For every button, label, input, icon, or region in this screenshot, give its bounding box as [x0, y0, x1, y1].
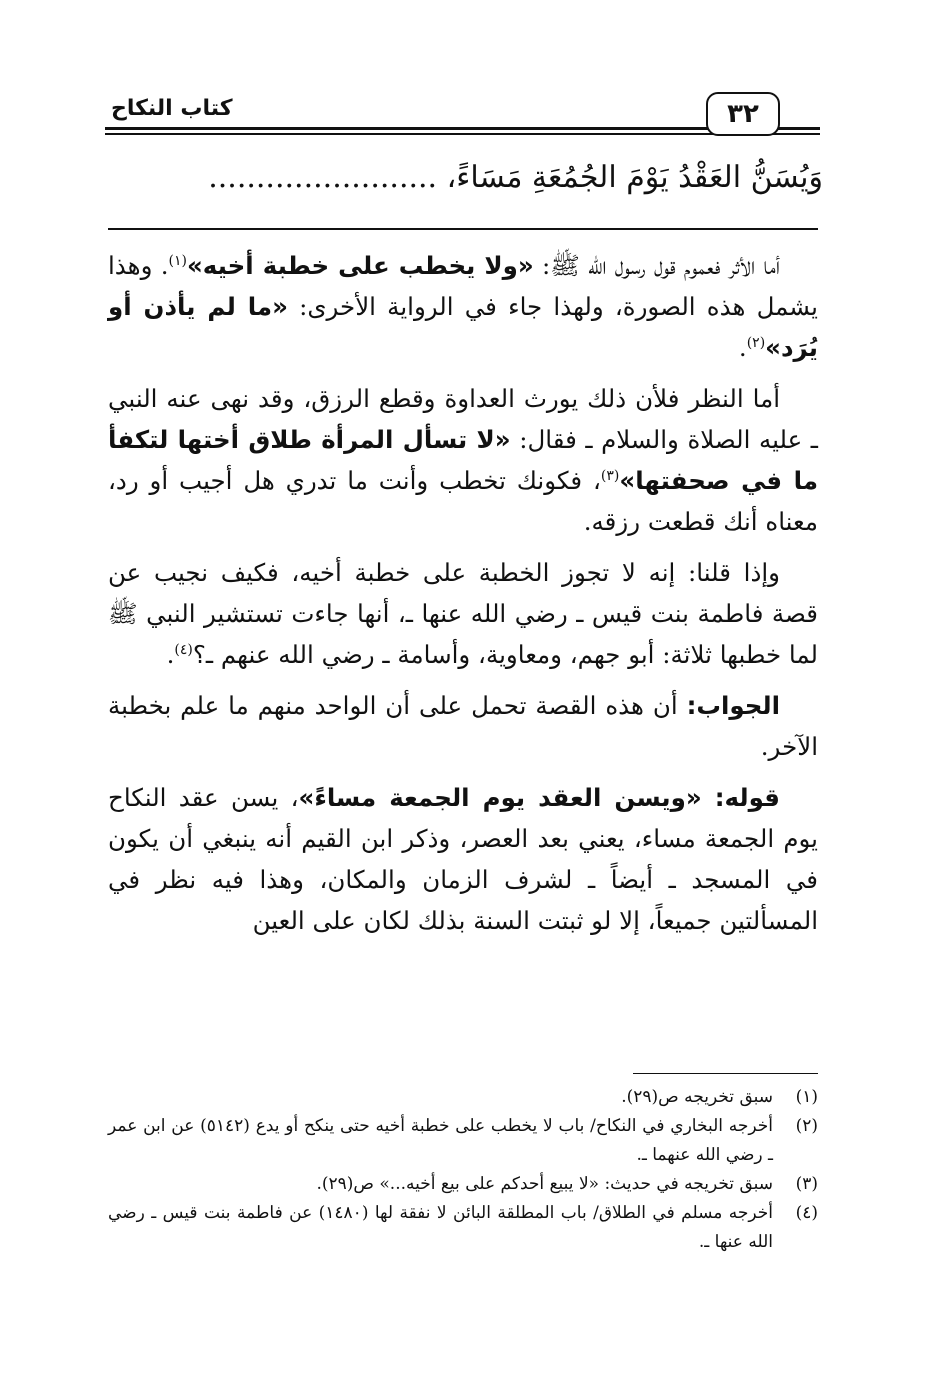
footnote-item: [108, 1112, 818, 1170]
quote-label: قوله:: [714, 783, 780, 812]
footnotes: [108, 1083, 818, 1257]
footnote-ref: (٤): [174, 641, 193, 658]
footnote-ref: (١): [168, 252, 187, 269]
matn-quote: «ويسن العقد يوم الجمعة مساءً»: [298, 783, 715, 812]
footnote-number: (٢): [795, 1116, 818, 1136]
footnote-number: (١): [795, 1087, 818, 1107]
paragraph-2: أما النظر فلأن ذلك يورث العداوة وقطع الرزق، وقد نهى عنه النبي ـ عليه الصلاة والسلام ـ فقال: «لا تسأل المرأة طلاق أختها لتكفأ ما في صحفتها»$^{(٣)}$، فكونك تخطب وأنت ما تدري هل أجيب أو رد، معناه أنك قطعت رزقه.: [108, 384, 818, 536]
matn-divider: [108, 228, 818, 230]
footnote-text: سبق تخريجه في حديث: «لا يبيع أحدكم على بيع أخيه...» ص(٢٩).: [316, 1174, 773, 1194]
page-header: [105, 92, 820, 142]
footnote-item: [108, 1199, 818, 1257]
footnote-ref: (٣): [600, 467, 620, 484]
hadith-quote: «ولا يخطب على خطبة أخيه»: [186, 251, 534, 280]
footnote-number: (٤): [795, 1203, 818, 1223]
footnote-text: أخرجه مسلم في الطلاق/ باب المطلقة البائن لا نفقة لها (١٤٨٠) عن فاطمة بنت قيس ـ رضي الله عنها ـ.: [108, 1203, 774, 1252]
answer-label: الجواب:: [686, 691, 780, 720]
matn-line: وَيُسَنُّ العَقْدُ يَوْمَ الجُمُعَةِ مَسَاءً، ........................: [208, 160, 823, 195]
footnote-item: [108, 1170, 818, 1199]
paragraph-4: الجواب: أن هذه القصة تحمل على أن الواحد منهم ما علم بخطبة الآخر.: [108, 691, 818, 761]
paragraph-5: قوله: «ويسن العقد يوم الجمعة مساءً»، يسن عقد النكاح يوم الجمعة مساء، يعني بعد العصر، وذكر ابن القيم أنه ينبغي أن يكون في المسجد ـ أيضاً ـ لشرف الزمان والمكان، وهذا فيه نظر في المسألتين جميعاً، إلا لو ثبتت السنة بذلك لكان على العين: [108, 783, 818, 935]
page-number: ٣٢: [706, 92, 780, 136]
hadith-quote: «لا تسأل المرأة طلاق أختها لتكفأ ما في صحفتها»: [108, 425, 818, 495]
paragraph-3: وإذا قلنا: إنه لا تجوز الخطبة على خطبة أخيه، فكيف نجيب عن قصة فاطمة بنت قيس ـ رضي الله عنها ـ، أنها جاءت تستشير النبي ﷺ لما خطبها ثلاثة: أبو جهم، ومعاوية، وأسامة ـ رضي الله عنهم ـ؟$^{(٤)}$.: [108, 558, 818, 669]
footnote-text: سبق تخريجه ص(٢٩).: [621, 1087, 773, 1107]
commentary-body: [108, 245, 818, 951]
book-title: كتاب النكاح: [105, 96, 239, 121]
footnote-number: (٣): [795, 1174, 818, 1194]
footnote-item: [108, 1083, 818, 1112]
footnote-ref: (٢): [746, 334, 766, 351]
footnote-text: أخرجه البخاري في النكاح/ باب لا يخطب على خطبة أخيه حتى ينكح أو يدع (٥١٤٢) عن ابن عمر ـ رضي الله عنهما ـ.: [108, 1116, 773, 1165]
footnote-divider: [633, 1073, 818, 1074]
hadith-quote: «ما لم يأذن أو يُرَد»: [108, 292, 818, 362]
paragraph-1: أما الأثر فعموم قول رسول الله ﷺ: «ولا يخطب على خطبة أخيه»$^{(١)}$. وهذا يشمل هذه الصورة، ولهذا جاء في الرواية الأخرى: «ما لم يأذن أو يُرَد»$^{(٢)}$.: [108, 251, 818, 362]
